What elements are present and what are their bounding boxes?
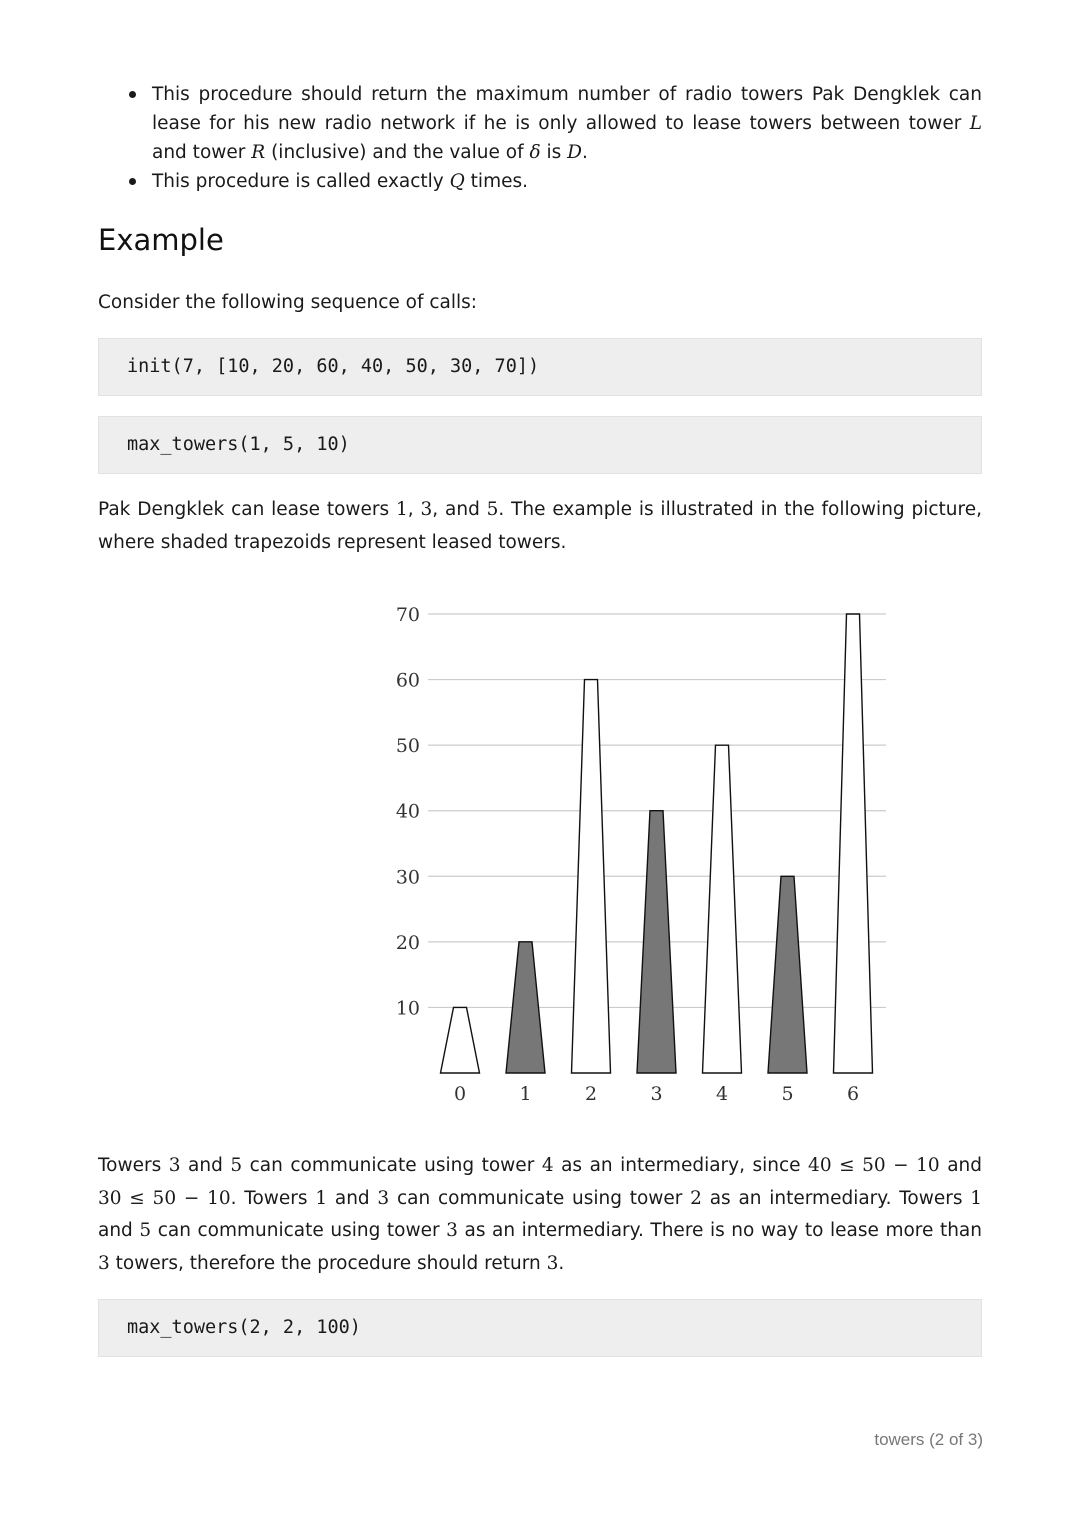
procedure-bullet-list (98, 80, 982, 196)
tower-3-leased (637, 811, 676, 1073)
chart-y-ticks (396, 604, 420, 1019)
chart-towers (441, 614, 873, 1073)
tower-4 (703, 745, 742, 1073)
code-block-max-towers-2: max_towers(2, 2, 100) (98, 1299, 982, 1357)
y-tick-label: 50 (395, 735, 420, 758)
x-tick-label: 1 (519, 1083, 532, 1105)
x-tick-label: 0 (453, 1083, 467, 1105)
tower-1-leased (506, 942, 545, 1073)
y-tick-label: 40 (395, 800, 420, 823)
tower-6 (834, 614, 873, 1073)
chart-x-labels (454, 1083, 859, 1105)
code-block-max-towers-1: max_towers(1, 5, 10) (98, 416, 982, 474)
x-tick-label: 6 (846, 1083, 860, 1105)
communication-explanation: Towers 3 and 5 can communicate using tower 4 as an intermediary, since 40 ≤ 50 − 10 and 30 ≤ 50 − 10. Towers 1 and 3 can communicate using tower 2 as an intermediary. Towers 1 and 5 can communicate using tower 3 as an intermediary. There is no way to lease more than 3 towers, therefore the procedure should return 3. (98, 1155, 983, 1274)
tower-0 (441, 1007, 480, 1073)
page-footer: towers (2 of 3) (874, 1430, 983, 1449)
y-tick-label: 20 (395, 931, 420, 954)
x-tick-label: 5 (781, 1083, 794, 1105)
code-block-init: init(7, [10, 20, 60, 40, 50, 30, 70]) (98, 338, 982, 396)
tower-2 (572, 680, 611, 1073)
example-intro: Consider the following sequence of calls: (98, 292, 478, 313)
tower-5-leased (768, 876, 807, 1073)
example-heading: Example (98, 223, 224, 257)
bullet-return-value: This procedure should return the maximum number of radio towers Pak Dengklek can lease for his new radio network if he is only allowed to lease towers between tower L and tower R (inclusive) and the value of δ is D. (98, 80, 982, 167)
y-tick-label: 70 (395, 604, 420, 626)
x-tick-label: 3 (650, 1083, 663, 1105)
bullet-call-count: This procedure is called exactly Q times. (98, 167, 982, 196)
y-tick-label: 10 (395, 997, 420, 1020)
y-tick-label: 60 (395, 669, 420, 692)
towers-chart (288, 596, 908, 1116)
y-tick-label: 30 (395, 866, 420, 889)
x-tick-label: 4 (715, 1083, 729, 1105)
example-explanation: Pak Dengklek can lease towers 1, 3, and 5. The example is illustrated in the following picture, where shaded trapezoids represent leased towers. (98, 499, 982, 553)
x-tick-label: 2 (584, 1083, 598, 1105)
